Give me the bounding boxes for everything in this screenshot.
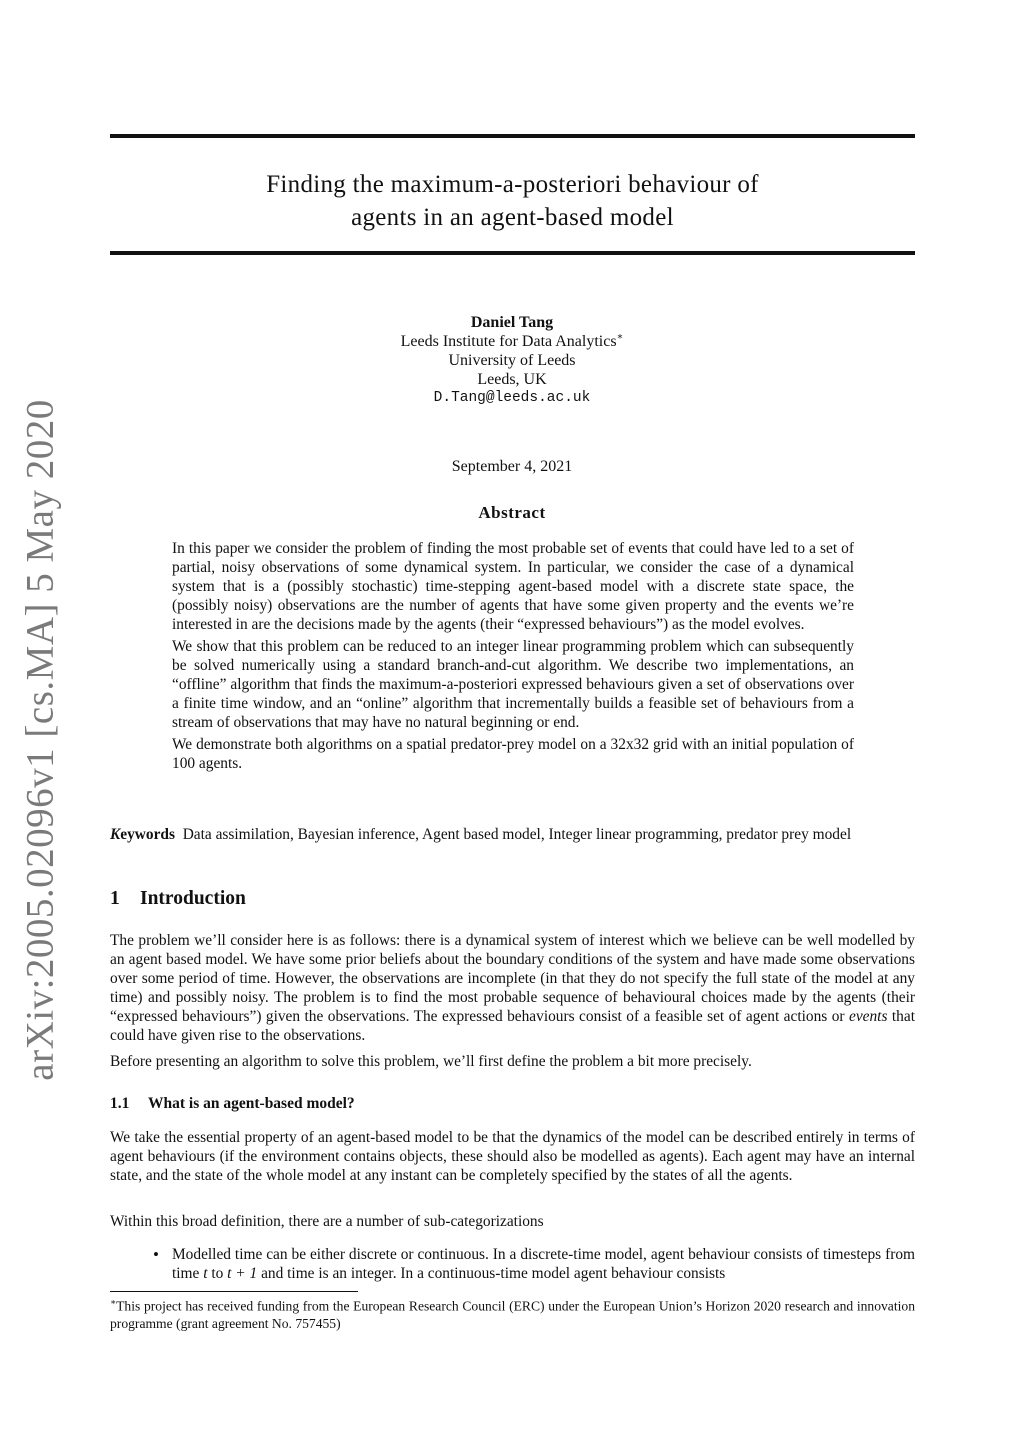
keywords-label-first: K xyxy=(110,826,121,843)
list-item xyxy=(150,1245,915,1283)
author-affiliation xyxy=(300,332,724,351)
abm-paragraph-1-text: We take the essential property of an agent-based model to be that the dynamics of the model can be described entirely in terms of agent behaviours (if the environment contains objects, these should also be modelled as agents). Each agent may have an internal state, and the state of the whole model at any instant can be completely specified by the states of all the agents. xyxy=(110,1129,915,1184)
abm-paragraph-1 xyxy=(110,1128,915,1185)
subsection-heading-abm xyxy=(110,1095,355,1113)
keywords-text: Data assimilation, Bayesian inference, Agent based model, Integer linear programming, predator prey model xyxy=(182,826,852,843)
abstract-heading xyxy=(300,503,724,523)
footnote-mark: ∗ xyxy=(110,1297,117,1307)
paper-date: September 4, 2021 xyxy=(451,458,573,475)
footnote-text: This project has received funding from the European Research Council (ERC) under the European Union’s Horizon 2020 research and innovation programme (grant agreement No. 757455) xyxy=(110,1298,915,1331)
emphasis-events: events xyxy=(848,1008,888,1025)
abm-paragraph-2-text: Within this broad definition, there are a number of sub-categorizations xyxy=(110,1213,544,1230)
arxiv-identifier-stamp[interactable]: arXiv:2005.02096v1 [cs.MA] 5 May 2020 xyxy=(18,399,62,1081)
title-bottom-rule xyxy=(110,251,915,255)
author-name: Daniel Tang xyxy=(470,314,554,331)
title-top-rule xyxy=(110,134,915,138)
math-t-plus-1: t + 1 xyxy=(227,1265,258,1282)
abstract-paragraph: We show that this problem can be reduced to an integer linear programming problem which can subsequently be solved numerically using a standard branch-and-cut algorithm. We describe two implementations, an “offline” algorithm that finds the maximum-a-posteriori expressed behaviours given a set of observations over a finite time window, and an “online” algorithm that incrementally builds a feasible set of behaviours from a stream of observations that may have no natural beginning or end. xyxy=(172,638,854,731)
subsection-number: 1.1 xyxy=(110,1095,130,1112)
author-email[interactable]: D.Tang@leeds.ac.uk xyxy=(433,390,591,406)
author-university: University of Leeds xyxy=(448,352,576,369)
subcategorization-list xyxy=(150,1245,915,1283)
footnote xyxy=(110,1294,915,1332)
intro-paragraph-1-tail: that could have given rise to the observations. xyxy=(110,1008,915,1044)
author-block xyxy=(300,313,724,408)
footnote-rule xyxy=(110,1291,358,1292)
keywords-block xyxy=(110,825,915,844)
intro-paragraph-2 xyxy=(110,1052,915,1071)
abstract-body xyxy=(172,539,854,776)
bullet-text-to: to xyxy=(207,1265,228,1282)
abm-paragraph-2 xyxy=(110,1212,915,1231)
bullet-text-tail: and time is an integer. In a continuous-time model agent behaviour consists xyxy=(257,1265,726,1282)
bullet-text: Modelled time can be either discrete or continuous. In a discrete-time model, agent behaviour consists of timesteps from time xyxy=(172,1246,915,1282)
title-line-1: Finding the maximum-a-posteriori behaviour of xyxy=(266,171,759,198)
section-heading-introduction xyxy=(110,888,246,910)
math-t: t xyxy=(203,1265,208,1282)
intro-paragraph-1-text: The problem we’ll consider here is as follows: there is a dynamical system of interest which we believe can be well modelled by an agent based model. We have some prior beliefs about the boundary conditions of the system and have made some observations over some period of time. However, the observations are incomplete (in that they do not specify the full state of the model at any time) and possibly noisy. The problem is to find the most probable sequence of behavioural choices made by the agents (their “expressed behaviours”) given the observations. The expressed behaviours consist of a feasible set of agent actions or xyxy=(110,932,915,1025)
abstract-paragraph: We demonstrate both algorithms on a spatial predator-prey model on a 32x32 grid with an initial population of 100 agents. xyxy=(172,736,854,772)
title-line-2: agents in an agent-based model xyxy=(351,204,674,231)
intro-paragraph-1 xyxy=(110,931,915,1045)
keywords-label xyxy=(110,826,175,843)
affiliation-footnote-mark[interactable]: ∗ xyxy=(616,331,624,343)
affiliation-text: Leeds Institute for Data Analytics xyxy=(400,333,617,350)
abstract-heading-text: Abstract xyxy=(478,503,546,522)
author-location: Leeds, UK xyxy=(477,371,547,388)
subsection-title: What is an agent-based model? xyxy=(148,1095,355,1112)
section-title: Introduction xyxy=(140,888,246,909)
paper-title xyxy=(110,168,915,234)
intro-paragraph-2-text: Before presenting an algorithm to solve this problem, we’ll first define the problem a bit more precisely. xyxy=(110,1053,752,1070)
section-number: 1 xyxy=(110,888,120,909)
abstract-paragraph: In this paper we consider the problem of finding the most probable set of events that could have led to a set of partial, noisy observations of some dynamical system. In particular, we consider the case of a dynamical system that is a (possibly stochastic) time-stepping agent-based model with a discrete state space, the (possibly noisy) observations are the number of agents that have some given property and the events we’re interested in are the decisions made by the agents (their “expressed behaviours”) as the model evolves. xyxy=(172,540,854,633)
keywords-label-rest: eywords xyxy=(120,826,175,843)
